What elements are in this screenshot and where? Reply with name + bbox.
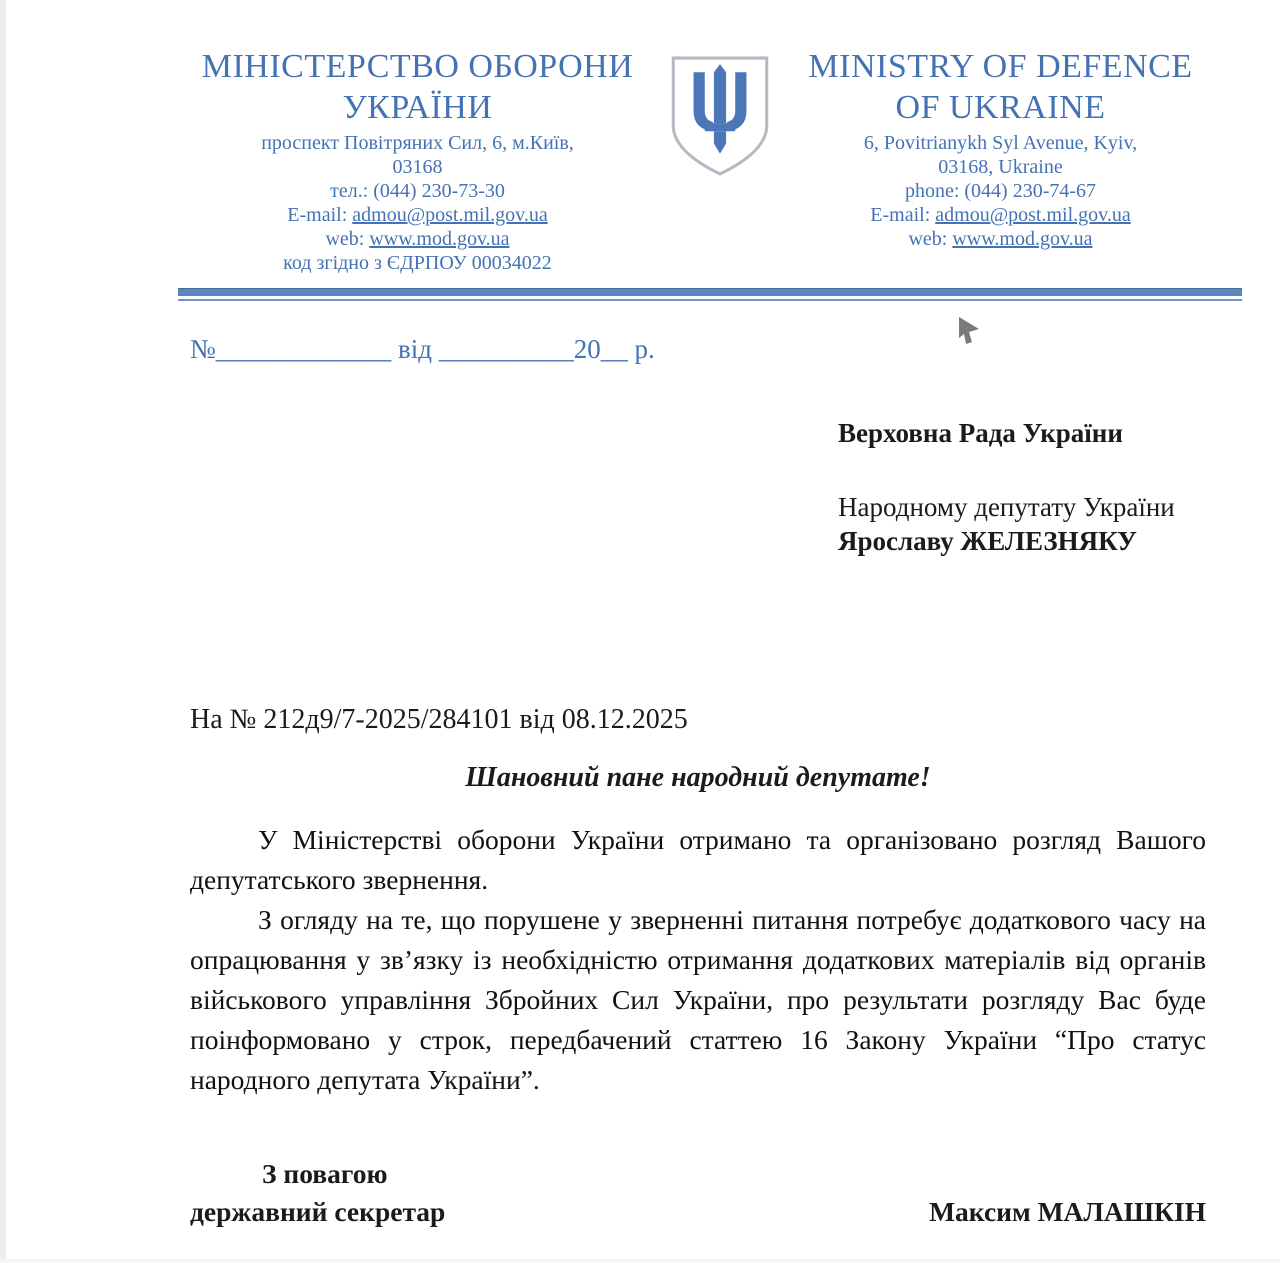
org-title-en-line1: MINISTRY OF DEFENCE [808,48,1193,85]
letter-body [190,0,1206,1228]
recipient-org: Верховна Рада України [838,418,1123,448]
email-label-en: E-mail: [870,204,936,226]
address-ua-line2: 03168 [392,156,443,178]
ukraine-trident-emblem [667,54,773,178]
email-line-ua [190,203,645,227]
address-ua-line1: проспект Повітряних Сил, 6, м.Київ, [261,132,574,154]
divider-thick-line [178,288,1242,296]
salutation: Шановний пане народний депутате! [465,762,931,793]
address-en-line2: 03168, Ukraine [938,156,1063,178]
contact-details-ua [190,131,645,275]
recipient-name: Ярославу ЖЕЛЕЗНЯКУ [838,526,1137,556]
org-title-ua [190,46,645,128]
address-en-line1: 6, Povitrianykh Syl Avenue, Kyiv, [863,132,1138,154]
page-left-edge [0,0,6,1263]
body-paragraph-2: З огляду на те, що порушене у зверненні питання потребує додаткового часу на опрацювання у зв’язку із необхідністю отримання додаткових матеріалів від органів військового управління Збройних Сил України, про результати розгляду Вас буде поінформовано у строк, передбачений статтею 16 Закону України “Про статус народного депутата України”. [190,904,1206,1095]
in-reply-reference: На № 212д9/7-2025/284101 від 08.12.2025 [190,704,688,735]
mouse-cursor [956,316,982,353]
web-line-ua [190,227,645,251]
divider-thin-line [178,299,1242,301]
email-link-en[interactable]: admou@post.mil.gov.ua [935,204,1131,226]
edrpou-code: код згідно з ЄДРПОУ 00034022 [283,252,552,274]
web-line-en [795,227,1206,251]
phone-en: phone: (044) 230-74-67 [904,180,1097,202]
signer-title: державний секретар [190,1196,446,1227]
org-title-ua-line2: УКРАЇНИ [342,89,493,126]
signature-block [190,1158,1206,1228]
recipient-role: Народному депутату України [838,492,1175,522]
email-label-ua: E-mail: [287,204,353,226]
web-label-ua: web: [325,228,370,250]
email-link-ua[interactable]: admou@post.mil.gov.ua [352,204,548,226]
body-paragraph-1: У Міністерстві оборони України отримано та організовано розгляд Вашого депутатського звернення. [190,824,1206,895]
phone-ua: тел.: (044) 230-73-30 [330,180,505,202]
web-label-en: web: [908,228,953,250]
web-link-ua[interactable]: www.mod.gov.ua [369,228,510,250]
org-title-ua-line1: МІНІСТЕРСТВО ОБОРОНИ [201,48,634,85]
recipient-block [838,416,1206,558]
org-title-en [795,46,1206,128]
contact-details-en [795,131,1206,251]
signature-closing: З повагою [262,1158,388,1189]
outgoing-number-blanks: №_____________ від __________20__ р. [190,334,655,364]
email-line-en [795,203,1206,227]
letterhead-ukrainian-block [190,46,645,275]
web-link-en[interactable]: www.mod.gov.ua [952,228,1093,250]
letterhead [190,0,1206,275]
emblem-container [645,46,795,178]
page-bottom-edge [0,1259,1280,1263]
letterhead-divider [178,288,1242,301]
org-title-en-line2: OF UKRAINE [895,89,1106,126]
letterhead-english-block [795,46,1206,251]
signer-name: Максим МАЛАШКІН [929,1196,1206,1227]
